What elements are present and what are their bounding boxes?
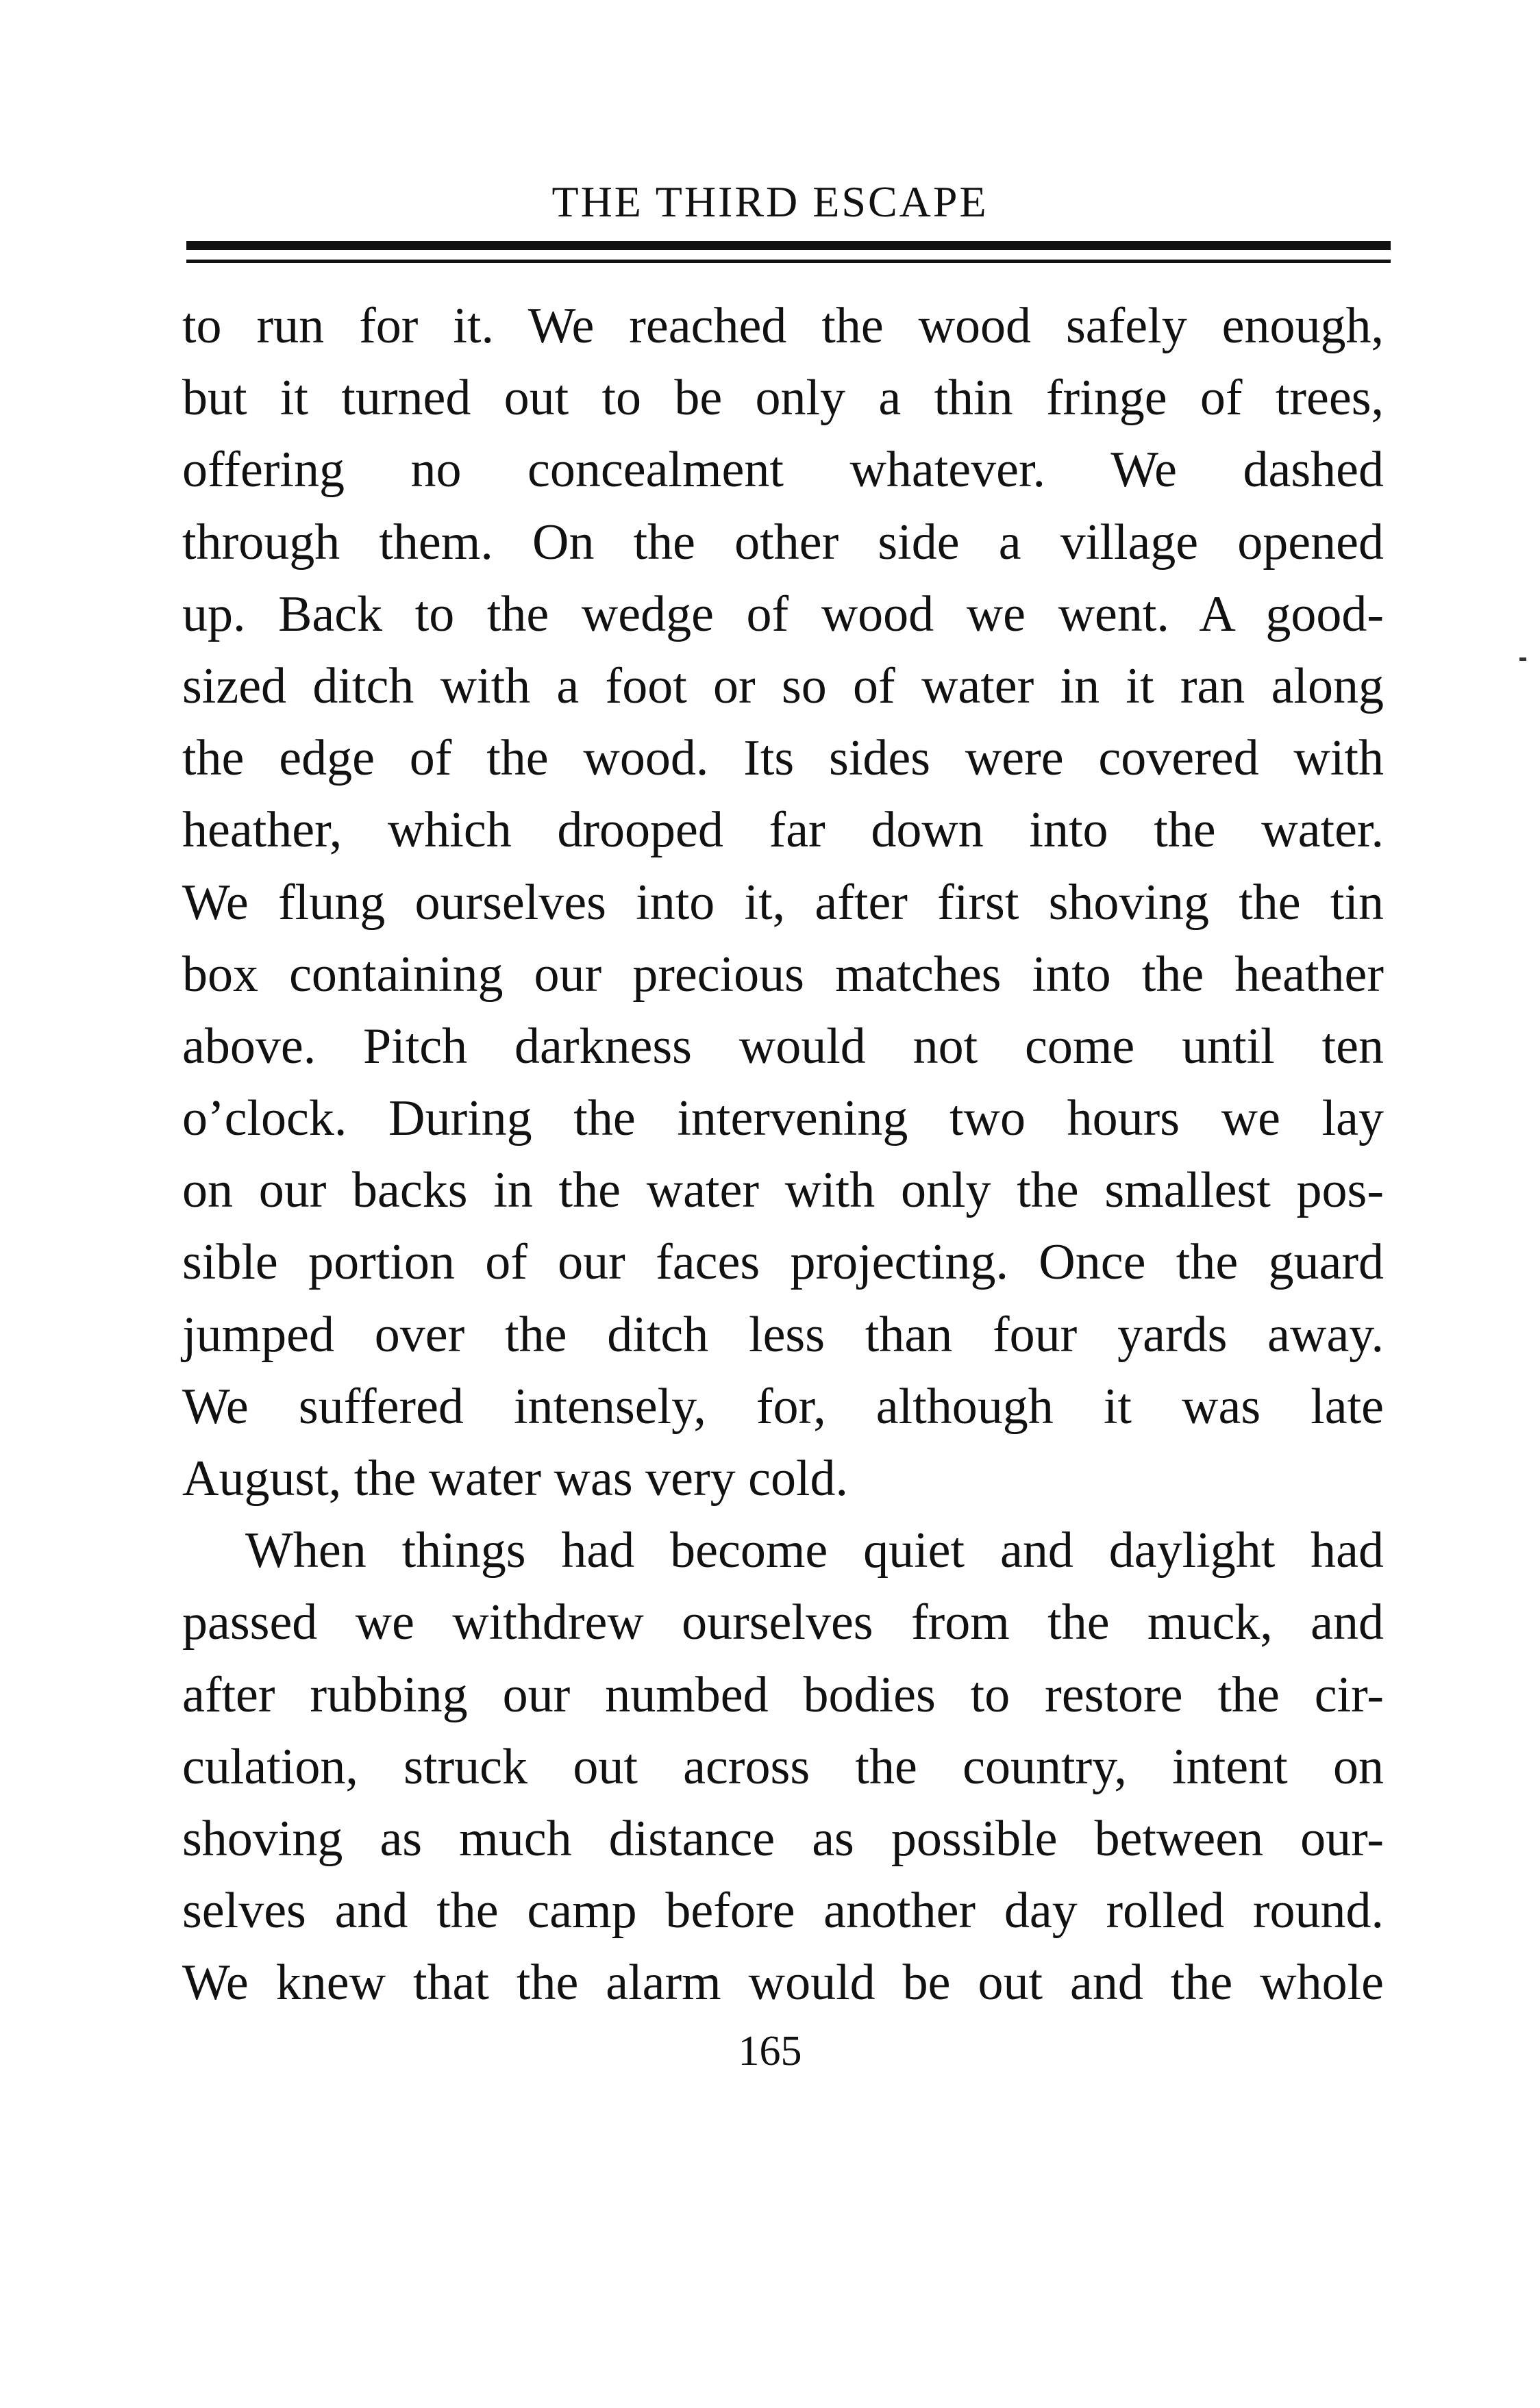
text-line: box containing our precious matches into the heather — [182, 946, 1384, 1003]
text-line: culation, struck out across the country, intent on — [182, 1738, 1384, 1795]
text-line: o’clock. During the intervening two hours we lay — [182, 1090, 1384, 1147]
text-line: through them. On the other side a village opened — [182, 514, 1384, 570]
paragraph-2 — [182, 1515, 1384, 2019]
text-line: We knew that the alarm would be out and the whole — [182, 1955, 1384, 2011]
text-line: August, the water was very cold. — [182, 1451, 849, 1507]
header-rule-thin — [186, 260, 1391, 263]
text-line: offering no concealment whatever. We dashed — [182, 442, 1384, 499]
text-line: We suffered intensely, for, although it was late — [182, 1378, 1384, 1435]
paragraph-1 — [182, 290, 1384, 1515]
text-line: on our backs in the water with only the smallest pos- — [182, 1162, 1384, 1219]
text-line: to run for it. We reached the wood safely enough, — [182, 298, 1384, 354]
text-line: after rubbing our numbed bodies to restore the cir- — [182, 1666, 1384, 1723]
page-number: 165 — [738, 2028, 802, 2074]
text-line: We flung ourselves into it, after first shoving the tin — [182, 874, 1384, 931]
body-text — [182, 290, 1384, 2020]
scan-mark — [1519, 657, 1526, 661]
text-line: above. Pitch darkness would not come until ten — [182, 1018, 1384, 1075]
text-line: the edge of the wood. Its sides were covered with — [182, 730, 1384, 787]
running-head: THE THIRD ESCAPE — [551, 177, 989, 226]
text-line: sible portion of our faces projecting. Once the guard — [182, 1234, 1384, 1291]
text-line: jumped over the ditch less than four yards away. — [182, 1306, 1384, 1363]
text-line: When things had become quiet and daylight had — [245, 1522, 1384, 1579]
header-rule-thick — [186, 241, 1391, 250]
text-line: sized ditch with a foot or so of water in it ran along — [182, 657, 1384, 714]
text-line: selves and the camp before another day rolled round. — [182, 1883, 1384, 1940]
text-line: but it turned out to be only a thin fringe of trees, — [182, 370, 1384, 427]
text-line: passed we withdrew ourselves from the muck, and — [182, 1594, 1384, 1651]
text-line: heather, which drooped far down into the water. — [182, 802, 1384, 859]
text-line: shoving as much distance as possible between our- — [182, 1810, 1384, 1867]
text-line: up. Back to the wedge of wood we went. A good- — [182, 586, 1384, 642]
